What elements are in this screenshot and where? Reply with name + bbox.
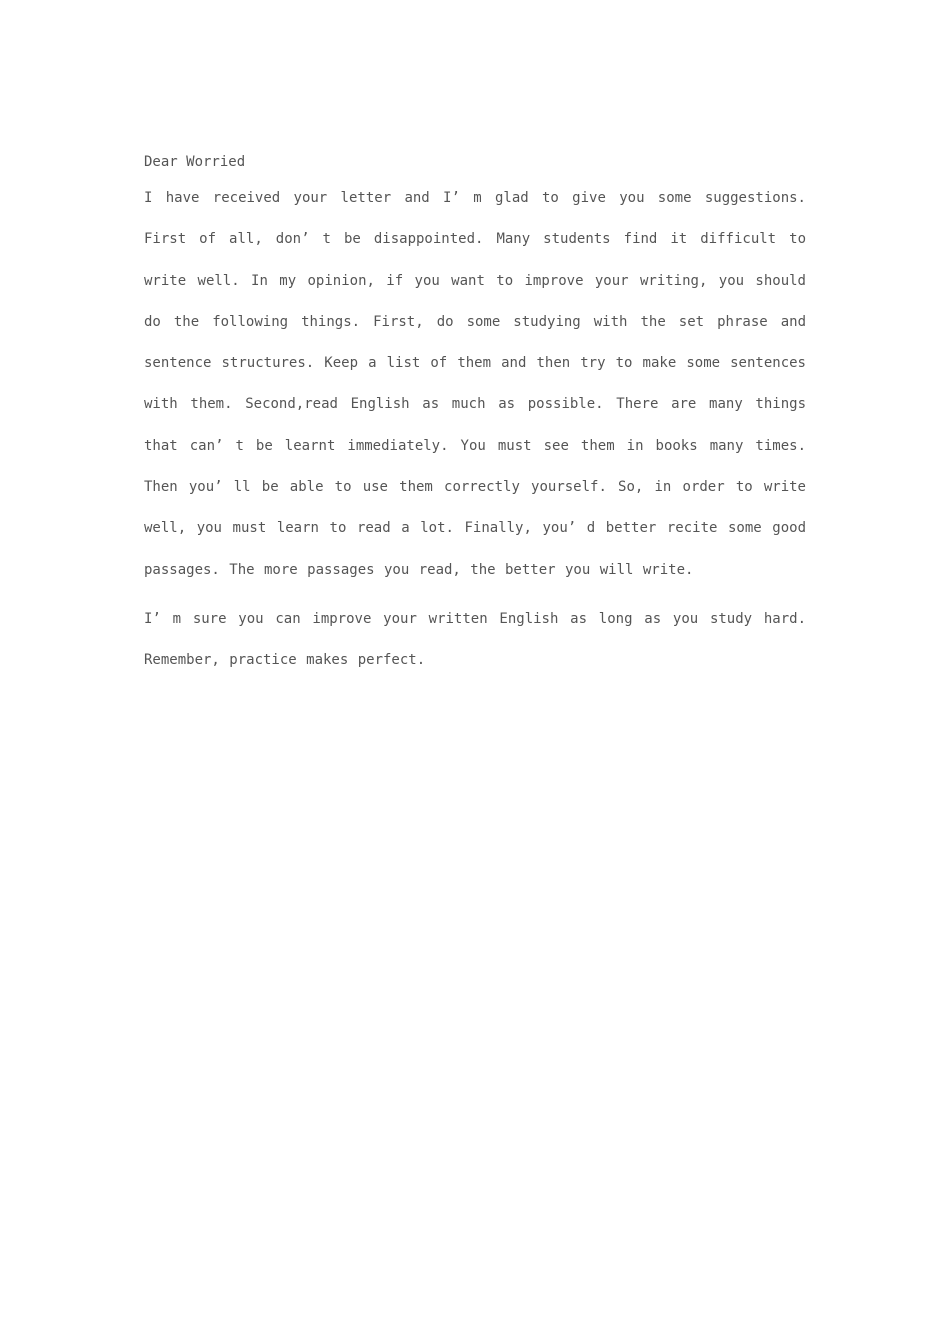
paragraph-closing: I’ m sure you can improve your written English as long as you study hard. Remember, practice makes perfect. [144, 610, 806, 669]
paragraph-suggestions: I have received your letter and I’ m glad to give you some suggestions. First of all, don’ t be disappointed. Many students find it difficult to write well. In my opinion, if you want to improve your writing, you should do the following things. First, do some studying with the set phrase and sentence structures. Keep a list of them and then try to make some sentences with them. Second,read English as much as possible. There are many things that can’ t be learnt immediately. You must see them in books many times. Then you’ ll be able to use them correctly yourself. So, in order to write well, you must learn to read a lot. Finally, you’ d better recite some good passages. The more passages you read, the better you will write. [144, 190, 806, 578]
salutation: Dear Worried [144, 154, 246, 170]
letter-body [144, 150, 806, 682]
